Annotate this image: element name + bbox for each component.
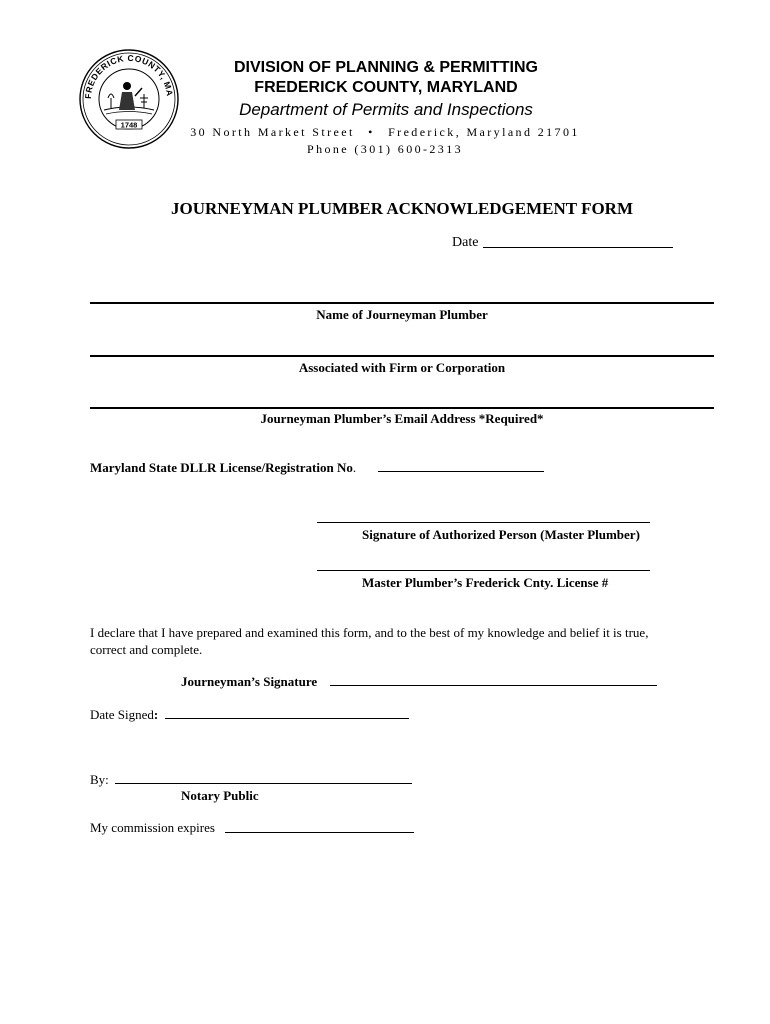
address-city: Frederick, Maryland 21701 — [388, 125, 580, 139]
commission-label: My commission expires — [90, 820, 215, 835]
license-label — [90, 459, 356, 476]
firm-field[interactable] — [90, 355, 714, 357]
address — [150, 124, 620, 140]
license-label-text: Maryland State DLLR License/Registration No — [90, 460, 353, 475]
date-signed-label — [90, 706, 158, 723]
division-heading: DIVISION OF PLANNING & PERMITTING — [233, 59, 538, 76]
journeyman-signature-field[interactable] — [330, 685, 657, 686]
by-label: By: — [90, 772, 109, 787]
license-label-period: . — [352, 460, 357, 475]
declaration-line-1: I declare that I have prepared and examined this form, and to the best of my knowledge and belief it is true, — [90, 625, 649, 640]
commission-expires-field[interactable] — [225, 832, 414, 833]
notary-signature-field[interactable] — [115, 783, 412, 784]
email-caption: Journeyman Plumber’s Email Address *Required* — [260, 411, 544, 426]
county-heading: FREDERICK COUNTY, MARYLAND — [254, 79, 518, 96]
master-license-caption: Master Plumber’s Frederick Cnty. License # — [362, 575, 609, 590]
form-title: JOURNEYMAN PLUMBER ACKNOWLEDGEMENT FORM — [171, 199, 633, 218]
department-heading: Department of Permits and Inspections — [239, 100, 533, 119]
firm-caption: Associated with Firm or Corporation — [298, 360, 506, 375]
date-field[interactable] — [483, 247, 673, 248]
master-signature-field[interactable] — [317, 522, 650, 523]
svg-text:FREDERICK COUNTY, MARYLAND — [78, 48, 175, 99]
master-license-field[interactable] — [317, 570, 650, 571]
notary-public-label: Notary Public — [181, 788, 259, 803]
date-signed-colon: : — [153, 707, 159, 722]
date-signed-label-text: Date Signed — [90, 707, 154, 722]
address-bullet-icon: • — [368, 125, 375, 139]
seal-ring-text: FREDERICK COUNTY, MA — [82, 52, 176, 100]
master-signature-caption: Signature of Authorized Person (Master Plumber) — [362, 527, 640, 542]
phone-number: Phone (301) 600-2313 — [307, 142, 463, 156]
license-number-field[interactable] — [378, 471, 544, 472]
journeyman-signature-label: Journeyman’s Signature — [181, 674, 318, 689]
journeyman-name-field[interactable] — [90, 302, 714, 304]
date-label: Date — [452, 235, 479, 250]
journeyman-name-caption: Name of Journeyman Plumber — [316, 307, 488, 322]
declaration-line-2: correct and complete. — [90, 642, 203, 657]
email-field[interactable] — [90, 407, 714, 409]
seal-year: 1748 — [120, 120, 138, 130]
date-signed-field[interactable] — [165, 718, 409, 719]
address-street: 30 North Market Street — [190, 125, 355, 139]
